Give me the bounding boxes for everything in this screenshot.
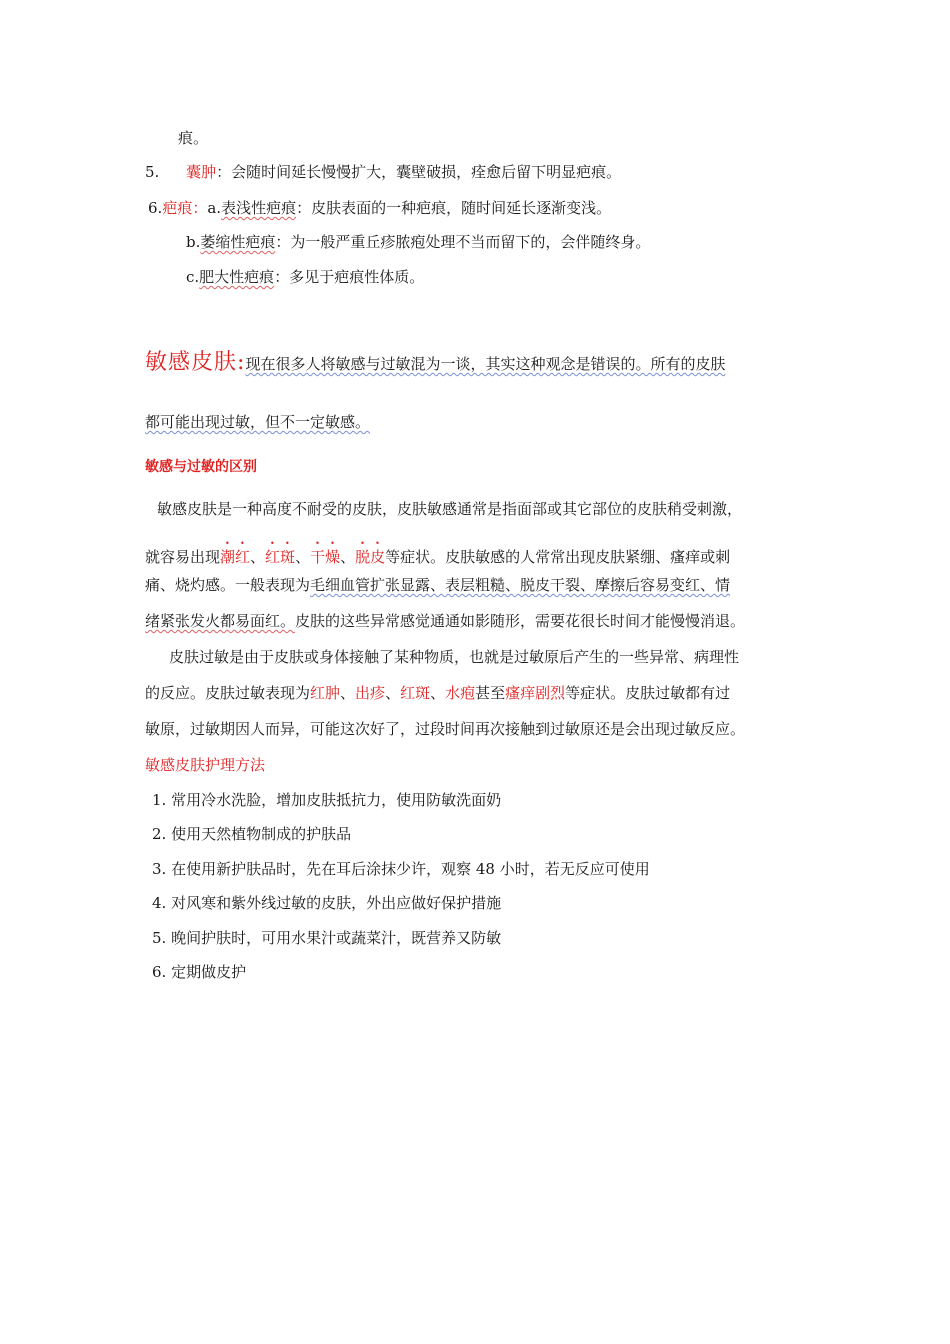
- title-colon: :: [237, 350, 246, 375]
- p1-line3-pre: 痛、烧灼感。一般表现为: [145, 576, 311, 594]
- term-dryness: 干燥: [310, 548, 341, 566]
- p1-line3-wavy: 毛细血管扩张显露、表层粗糙、脱皮干裂、摩擦后容易变红、情: [310, 576, 731, 594]
- p1-post: 等症状。皮肤敏感的人常常出现皮肤紧绷、瘙痒或刺: [385, 548, 731, 566]
- term-cyst: 囊肿: [186, 163, 217, 181]
- care-item-2: 2. 使用天然植物制成的护肤品: [152, 825, 352, 843]
- sub-text-a: ：皮肤表面的一种疤痕，随时间延长逐渐变浅。: [296, 199, 612, 217]
- section-title-sensitive: 敏感皮肤: [145, 350, 238, 375]
- p1-line3: [145, 575, 730, 595]
- sensitive-intro-line1: [145, 350, 725, 377]
- heading-difference: 敏感与过敏的区别: [145, 459, 257, 475]
- term-erythema: 红斑: [265, 548, 296, 566]
- term-scar: 疤痕: [162, 199, 193, 217]
- term-hypertrophic-scar: 肥大性疤痕: [199, 268, 275, 286]
- p1-pre: 就容易出现: [145, 548, 221, 566]
- sep: 、: [340, 548, 356, 566]
- intro-text-2: 都可能出现过敏，但不一定敏感。: [145, 413, 371, 431]
- p2-pre: 的反应。皮肤过敏表现为: [145, 684, 311, 702]
- item-text: ：会随时间延长慢慢扩大，囊壁破损，痊愈后留下明显疤痕。: [216, 163, 622, 181]
- item-number: 5.: [145, 163, 160, 181]
- term-erythema-2: 红斑: [400, 684, 431, 702]
- term-sep: ：: [192, 199, 208, 217]
- term-severe-itch: 瘙痒剧烈: [505, 684, 566, 702]
- term-flush: 潮红: [220, 548, 251, 566]
- care-item-3: 3. 在使用新护肤品时，先在耳后涂抹少许，观察 48 小时，若无反应可使用: [152, 860, 650, 878]
- term-swelling: 红肿: [310, 684, 341, 702]
- term-atrophic-scar: 萎缩性疤痕: [200, 233, 276, 251]
- sub-label-b: b.: [186, 233, 201, 251]
- item-number: 6.: [148, 199, 163, 217]
- sep: 、: [430, 684, 446, 702]
- p2-mid: 甚至: [475, 684, 506, 702]
- sep: 、: [295, 548, 311, 566]
- p1-line4: [145, 611, 745, 631]
- sub-item-b: [186, 232, 650, 252]
- heading-care: 敏感皮肤护理方法: [145, 756, 266, 774]
- sub-item-c: [186, 267, 424, 287]
- p2-post: 等症状。皮肤过敏都有过: [565, 684, 731, 702]
- term-peeling: 脱皮: [355, 548, 386, 566]
- care-item-5: 5. 晚间护肤时，可用水果汁或蔬菜汁，既营养又防敏: [152, 929, 502, 947]
- sep: 、: [340, 684, 356, 702]
- p2-line2: [145, 683, 730, 703]
- sub-text-c: ：多见于疤痕性体质。: [274, 268, 425, 286]
- p1-line4-post: 皮肤的这些异常感觉通通如影随形，需要花很长时间才能慢慢消退。: [295, 612, 746, 630]
- intro-text-1: 现在很多人将敏感与过敏混为一谈，其实这种观念是错误的。所有的皮肤: [245, 355, 726, 373]
- term-superficial-scar: 表浅性疤痕: [221, 199, 297, 217]
- p1-line1: 敏感皮肤是一种高度不耐受的皮肤，皮肤敏感通常是指面部或其它部位的皮肤稍受刺激，: [157, 500, 743, 518]
- p1-line4-wavy: 绪紧张发火都易面红。: [145, 612, 296, 630]
- sub-text-b: ：为一般严重丘疹脓疱处理不当而留下的，会伴随终身。: [275, 233, 651, 251]
- continuation-line: 痕。: [178, 129, 209, 147]
- list-item-cyst: [145, 162, 621, 182]
- p1-line2: [145, 539, 730, 567]
- p2-line3: 敏原，过敏期因人而异，可能这次好了，过段时间再次接触到过敏原还是会出现过敏反应。: [145, 720, 746, 738]
- p2-line1: 皮肤过敏是由于皮肤或身体接触了某种物质，也就是过敏原后产生的一些异常、病理性: [169, 648, 740, 666]
- sub-label-a: a.: [207, 199, 222, 217]
- sep: 、: [385, 684, 401, 702]
- care-item-6: 6. 定期做皮护: [152, 963, 247, 981]
- care-item-4: 4. 对风寒和紫外线过敏的皮肤，外出应做好保护措施: [152, 894, 502, 912]
- care-item-1: 1. 常用冷水洗脸，增加皮肤抵抗力，使用防敏洗面奶: [152, 791, 502, 809]
- list-item-scar: [148, 198, 611, 218]
- sub-label-c: c.: [186, 268, 200, 286]
- term-rash: 出疹: [355, 684, 386, 702]
- sensitive-intro-line2: [145, 412, 370, 432]
- term-blister: 水疱: [445, 684, 476, 702]
- sep: 、: [250, 548, 266, 566]
